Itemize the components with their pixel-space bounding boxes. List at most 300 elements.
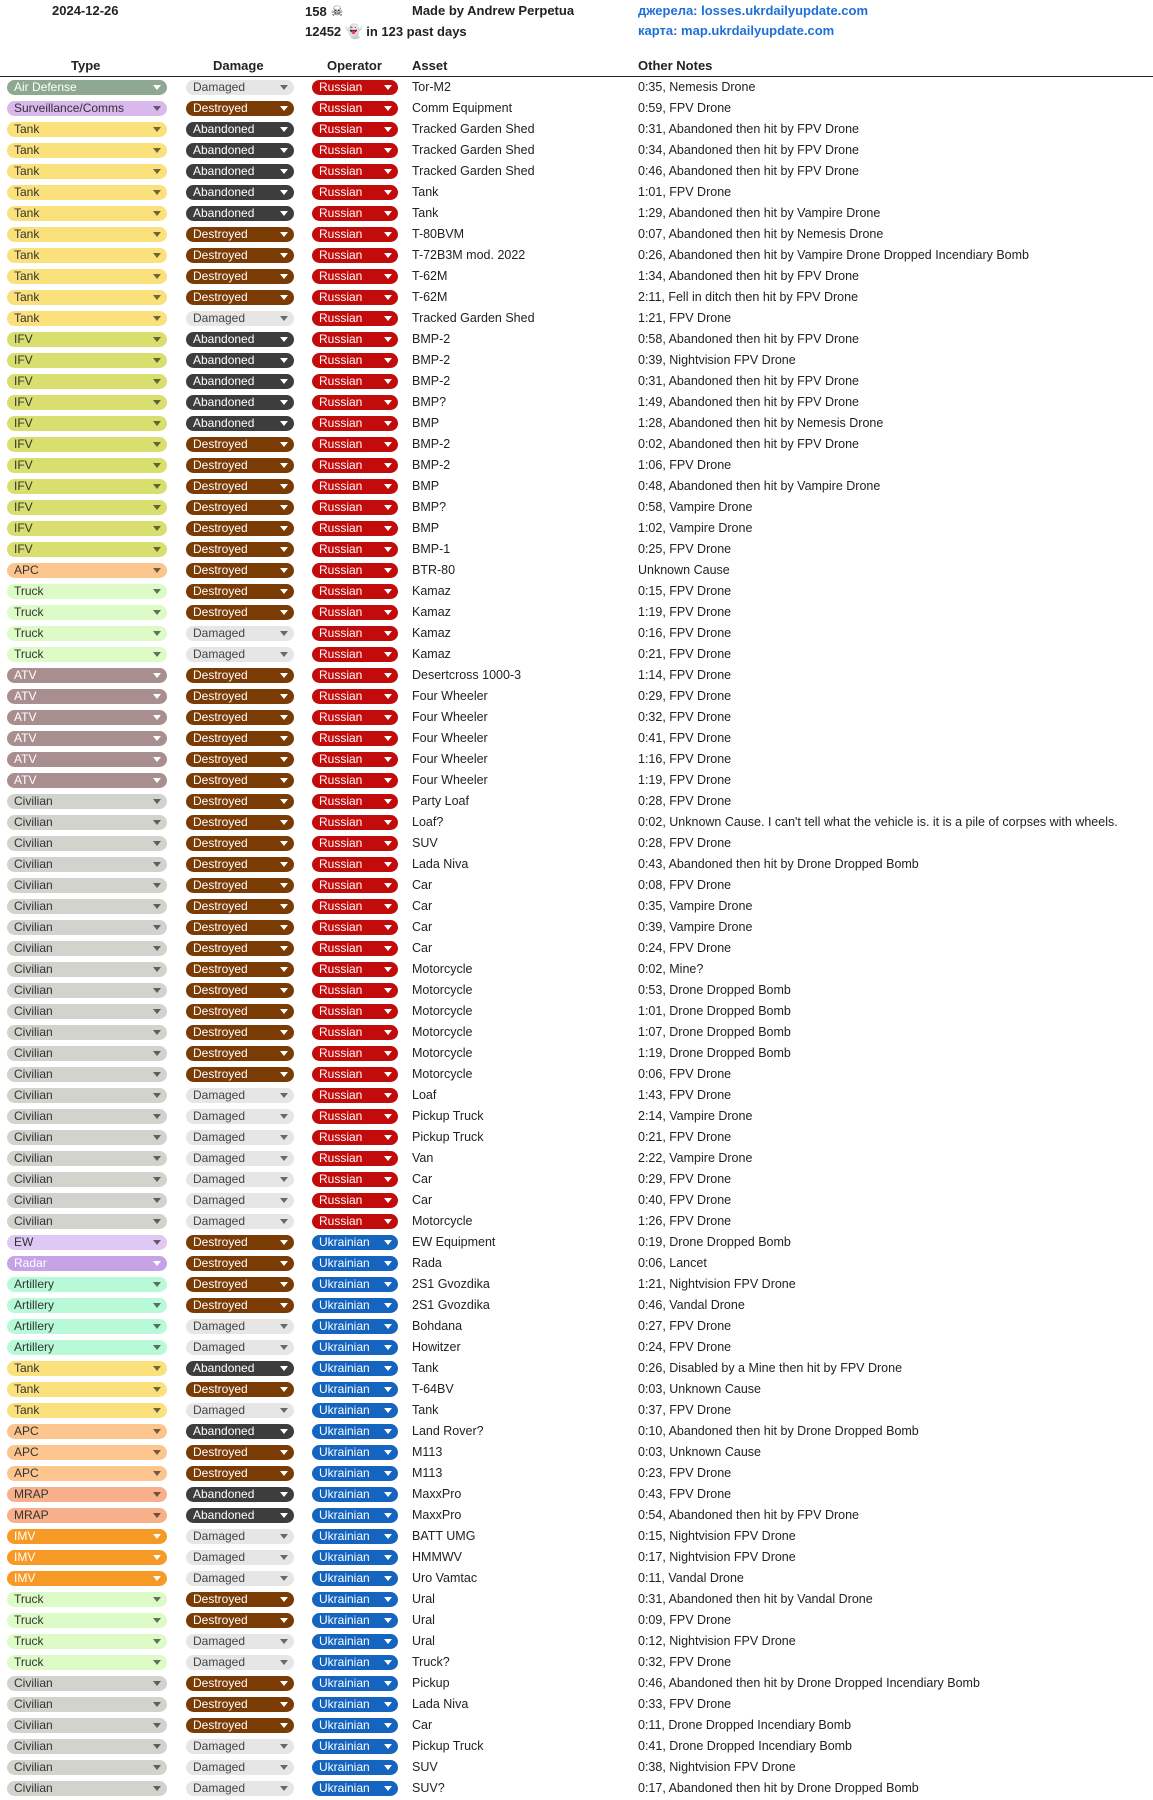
operator-select[interactable] <box>312 1445 398 1460</box>
dropdown-arrow-icon <box>384 526 392 531</box>
operator-select[interactable] <box>312 1529 398 1544</box>
type-select[interactable] <box>7 353 167 368</box>
damage-select-label: Destroyed <box>193 1466 248 1480</box>
damage-select[interactable] <box>186 1571 294 1586</box>
damage-select[interactable] <box>186 689 294 704</box>
damage-select[interactable] <box>186 1361 294 1376</box>
operator-select[interactable] <box>312 1235 398 1250</box>
type-select[interactable] <box>7 1319 167 1334</box>
type-select[interactable] <box>7 836 167 851</box>
type-select[interactable] <box>7 1025 167 1040</box>
operator-select[interactable] <box>312 920 398 935</box>
operator-select[interactable] <box>312 605 398 620</box>
damage-select[interactable] <box>186 1235 294 1250</box>
operator-select[interactable] <box>312 458 398 473</box>
operator-select[interactable] <box>312 1781 398 1796</box>
type-select[interactable] <box>7 1172 167 1187</box>
operator-select[interactable] <box>312 101 398 116</box>
type-select[interactable] <box>7 731 167 746</box>
damage-select[interactable] <box>186 269 294 284</box>
operator-select[interactable] <box>312 1109 398 1124</box>
operator-select[interactable] <box>312 878 398 893</box>
operator-select[interactable] <box>312 1046 398 1061</box>
type-select-label: Civilian <box>14 857 53 871</box>
notes-cell: 1:49, Abandoned then hit by FPV Drone <box>638 395 859 409</box>
operator-select[interactable] <box>312 248 398 263</box>
damage-select[interactable] <box>186 563 294 578</box>
dropdown-arrow-icon <box>153 1030 161 1035</box>
damage-select[interactable] <box>186 1634 294 1649</box>
type-select[interactable] <box>7 710 167 725</box>
type-select[interactable] <box>7 983 167 998</box>
operator-select[interactable] <box>312 899 398 914</box>
damage-select[interactable] <box>186 1214 294 1229</box>
type-select[interactable] <box>7 941 167 956</box>
operator-select[interactable] <box>312 836 398 851</box>
type-select[interactable] <box>7 1676 167 1691</box>
damage-select[interactable] <box>186 1088 294 1103</box>
table-row <box>0 392 1153 413</box>
damage-select[interactable] <box>186 899 294 914</box>
damage-select[interactable] <box>186 584 294 599</box>
damage-select[interactable] <box>186 248 294 263</box>
operator-select[interactable] <box>312 1151 398 1166</box>
damage-select[interactable] <box>186 647 294 662</box>
type-select[interactable] <box>7 1571 167 1586</box>
operator-select[interactable] <box>312 1487 398 1502</box>
operator-select[interactable] <box>312 395 398 410</box>
damage-select[interactable] <box>186 143 294 158</box>
damage-select[interactable] <box>186 1046 294 1061</box>
notes-cell: 0:11, Drone Dropped Incendiary Bomb <box>638 1718 852 1732</box>
operator-select[interactable] <box>312 647 398 662</box>
damage-select[interactable] <box>186 1403 294 1418</box>
damage-select[interactable] <box>186 227 294 242</box>
type-select[interactable] <box>7 437 167 452</box>
operator-select[interactable] <box>312 1319 398 1334</box>
operator-select[interactable] <box>312 1508 398 1523</box>
type-select[interactable] <box>7 1445 167 1460</box>
type-select[interactable] <box>7 1109 167 1124</box>
operator-select[interactable] <box>312 416 398 431</box>
operator-select[interactable] <box>312 290 398 305</box>
notes-cell: 0:28, FPV Drone <box>638 836 732 850</box>
type-select[interactable] <box>7 248 167 263</box>
operator-select[interactable] <box>312 1550 398 1565</box>
type-select[interactable] <box>7 1655 167 1670</box>
dropdown-arrow-icon <box>280 1009 288 1014</box>
type-select[interactable] <box>7 1613 167 1628</box>
damage-select[interactable] <box>186 1739 294 1754</box>
column-header-asset: Asset <box>412 58 448 73</box>
damage-select[interactable] <box>186 311 294 326</box>
type-select[interactable] <box>7 878 167 893</box>
damage-select[interactable] <box>186 668 294 683</box>
damage-select[interactable] <box>186 1760 294 1775</box>
operator-select[interactable] <box>312 1025 398 1040</box>
type-select[interactable] <box>7 584 167 599</box>
operator-select[interactable] <box>312 1340 398 1355</box>
operator-select[interactable] <box>312 122 398 137</box>
type-select[interactable] <box>7 1046 167 1061</box>
dropdown-arrow-icon <box>153 295 161 300</box>
operator-select[interactable] <box>312 563 398 578</box>
damage-select[interactable] <box>186 1172 294 1187</box>
type-select[interactable] <box>7 1739 167 1754</box>
type-select[interactable] <box>7 269 167 284</box>
recent-count <box>305 22 467 41</box>
operator-select[interactable] <box>312 143 398 158</box>
operator-select[interactable] <box>312 374 398 389</box>
type-select[interactable] <box>7 1235 167 1250</box>
damage-select-label: Destroyed <box>193 1445 248 1459</box>
damage-select[interactable] <box>186 1151 294 1166</box>
type-select[interactable] <box>7 1298 167 1313</box>
operator-select[interactable] <box>312 500 398 515</box>
operator-select[interactable] <box>312 542 398 557</box>
type-select[interactable] <box>7 1403 167 1418</box>
type-select[interactable] <box>7 1382 167 1397</box>
damage-select[interactable] <box>186 794 294 809</box>
operator-select[interactable] <box>312 731 398 746</box>
operator-select[interactable] <box>312 1676 398 1691</box>
type-select[interactable] <box>7 1214 167 1229</box>
damage-select[interactable] <box>186 1109 294 1124</box>
damage-select[interactable] <box>186 1130 294 1145</box>
damage-select[interactable] <box>186 1067 294 1082</box>
type-select[interactable] <box>7 899 167 914</box>
operator-select[interactable] <box>312 80 398 95</box>
damage-select[interactable] <box>186 605 294 620</box>
damage-select[interactable] <box>186 1613 294 1628</box>
operator-select-label: Ukrainian <box>319 1508 370 1522</box>
dropdown-arrow-icon <box>384 1786 392 1791</box>
type-select[interactable] <box>7 1361 167 1376</box>
dropdown-arrow-icon <box>153 904 161 909</box>
type-select[interactable] <box>7 668 167 683</box>
damage-select[interactable] <box>186 710 294 725</box>
dropdown-arrow-icon <box>153 1534 161 1539</box>
damage-select[interactable] <box>186 521 294 536</box>
type-select[interactable] <box>7 458 167 473</box>
dropdown-arrow-icon <box>153 1219 161 1224</box>
operator-select[interactable] <box>312 752 398 767</box>
operator-select[interactable] <box>312 1277 398 1292</box>
type-select[interactable] <box>7 1151 167 1166</box>
operator-select[interactable] <box>312 1172 398 1187</box>
type-select[interactable] <box>7 1781 167 1796</box>
operator-select[interactable] <box>312 353 398 368</box>
type-select[interactable] <box>7 647 167 662</box>
damage-select[interactable] <box>186 1718 294 1733</box>
operator-select[interactable] <box>312 1382 398 1397</box>
type-select[interactable] <box>7 563 167 578</box>
damage-select[interactable] <box>186 101 294 116</box>
operator-select[interactable] <box>312 1193 398 1208</box>
type-select[interactable] <box>7 962 167 977</box>
type-select[interactable] <box>7 1088 167 1103</box>
type-select[interactable] <box>7 773 167 788</box>
type-select[interactable] <box>7 1424 167 1439</box>
damage-select[interactable] <box>186 983 294 998</box>
damage-select[interactable] <box>186 1508 294 1523</box>
asset-cell: Car <box>412 878 433 892</box>
type-select[interactable] <box>7 143 167 158</box>
dropdown-arrow-icon <box>384 1534 392 1539</box>
asset-cell: EW Equipment <box>412 1235 496 1249</box>
table-row <box>0 875 1153 896</box>
damage-select[interactable] <box>186 1004 294 1019</box>
operator-select[interactable] <box>312 710 398 725</box>
table-row <box>0 1001 1153 1022</box>
operator-select[interactable] <box>312 1130 398 1145</box>
sources-link[interactable]: джерела: losses.ukrdailyupdate.com <box>638 3 869 18</box>
damage-select[interactable] <box>186 1445 294 1460</box>
operator-select[interactable] <box>312 773 398 788</box>
operator-select[interactable] <box>312 857 398 872</box>
type-select[interactable] <box>7 794 167 809</box>
damage-select[interactable] <box>186 500 294 515</box>
operator-select[interactable] <box>312 1298 398 1313</box>
damage-select[interactable] <box>186 815 294 830</box>
damage-select[interactable] <box>186 122 294 137</box>
type-select[interactable] <box>7 1529 167 1544</box>
operator-select[interactable] <box>312 1634 398 1649</box>
operator-select[interactable] <box>312 794 398 809</box>
damage-select[interactable] <box>186 206 294 221</box>
damage-select[interactable] <box>186 353 294 368</box>
damage-select[interactable] <box>186 458 294 473</box>
asset-cell: T-62M <box>412 290 448 304</box>
author-credit: Made by Andrew Perpetua <box>412 3 575 18</box>
operator-select[interactable] <box>312 1739 398 1754</box>
damage-select[interactable] <box>186 773 294 788</box>
type-select[interactable] <box>7 1466 167 1481</box>
type-select[interactable] <box>7 122 167 137</box>
dropdown-arrow-icon <box>384 1471 392 1476</box>
type-select[interactable] <box>7 752 167 767</box>
operator-select[interactable] <box>312 1361 398 1376</box>
operator-select[interactable] <box>312 962 398 977</box>
operator-select[interactable] <box>312 1592 398 1607</box>
notes-cell: 0:21, FPV Drone <box>638 1130 732 1144</box>
damage-select[interactable] <box>186 962 294 977</box>
table-row <box>0 1568 1153 1589</box>
operator-select[interactable] <box>312 437 398 452</box>
operator-select[interactable] <box>312 1004 398 1019</box>
type-select[interactable] <box>7 185 167 200</box>
table-row <box>0 329 1153 350</box>
operator-select[interactable] <box>312 332 398 347</box>
operator-select[interactable] <box>312 941 398 956</box>
damage-select[interactable] <box>186 731 294 746</box>
damage-select-label: Destroyed <box>193 752 248 766</box>
damage-select[interactable] <box>186 1340 294 1355</box>
damage-select[interactable] <box>186 1529 294 1544</box>
operator-select[interactable] <box>312 1214 398 1229</box>
damage-select[interactable] <box>186 290 294 305</box>
operator-select[interactable] <box>312 311 398 326</box>
operator-select[interactable] <box>312 1760 398 1775</box>
operator-select[interactable] <box>312 983 398 998</box>
type-select-label: IFV <box>14 374 33 388</box>
asset-cell: Kamaz <box>412 647 451 661</box>
damage-select[interactable] <box>186 1550 294 1565</box>
type-select[interactable] <box>7 101 167 116</box>
operator-select[interactable] <box>312 227 398 242</box>
damage-select[interactable] <box>186 1298 294 1313</box>
damage-select[interactable] <box>186 185 294 200</box>
dropdown-arrow-icon <box>384 1555 392 1560</box>
damage-select[interactable] <box>186 1424 294 1439</box>
type-select[interactable] <box>7 479 167 494</box>
table-row <box>0 434 1153 455</box>
type-select[interactable] <box>7 1277 167 1292</box>
type-select[interactable] <box>7 1592 167 1607</box>
type-select[interactable] <box>7 311 167 326</box>
damage-select[interactable] <box>186 479 294 494</box>
type-select[interactable] <box>7 1760 167 1775</box>
operator-select-label: Ukrainian <box>319 1361 370 1375</box>
damage-select[interactable] <box>186 416 294 431</box>
damage-select[interactable] <box>186 332 294 347</box>
type-select-label: Civilian <box>14 1151 53 1165</box>
operator-select[interactable] <box>312 1088 398 1103</box>
type-select[interactable] <box>7 605 167 620</box>
damage-select[interactable] <box>186 857 294 872</box>
type-select[interactable] <box>7 374 167 389</box>
type-select[interactable] <box>7 1130 167 1145</box>
asset-cell: Car <box>412 1718 433 1732</box>
type-select[interactable] <box>7 290 167 305</box>
column-header-operator: Operator <box>327 58 382 73</box>
operator-select[interactable] <box>312 269 398 284</box>
damage-select[interactable] <box>186 920 294 935</box>
damage-select[interactable] <box>186 1697 294 1712</box>
type-select[interactable] <box>7 1634 167 1649</box>
type-select[interactable] <box>7 395 167 410</box>
type-select[interactable] <box>7 206 167 221</box>
operator-select[interactable] <box>312 584 398 599</box>
type-select[interactable] <box>7 626 167 641</box>
damage-select[interactable] <box>186 1655 294 1670</box>
type-select[interactable] <box>7 80 167 95</box>
notes-cell: 1:19, FPV Drone <box>638 605 732 619</box>
operator-select[interactable] <box>312 479 398 494</box>
damage-select-label: Damaged <box>193 1634 246 1648</box>
type-select[interactable] <box>7 542 167 557</box>
operator-select[interactable] <box>312 1466 398 1481</box>
damage-select[interactable] <box>186 1466 294 1481</box>
damage-select[interactable] <box>186 752 294 767</box>
damage-select[interactable] <box>186 1256 294 1271</box>
damage-select[interactable] <box>186 626 294 641</box>
damage-select[interactable] <box>186 80 294 95</box>
damage-select[interactable] <box>186 941 294 956</box>
damage-select[interactable] <box>186 1277 294 1292</box>
type-select[interactable] <box>7 1697 167 1712</box>
operator-select[interactable] <box>312 1655 398 1670</box>
dropdown-arrow-icon <box>280 274 288 279</box>
operator-select[interactable] <box>312 1697 398 1712</box>
type-select[interactable] <box>7 1487 167 1502</box>
type-select[interactable] <box>7 500 167 515</box>
damage-select[interactable] <box>186 836 294 851</box>
operator-select[interactable] <box>312 815 398 830</box>
damage-select[interactable] <box>186 1319 294 1334</box>
type-select[interactable] <box>7 164 167 179</box>
type-select[interactable] <box>7 1508 167 1523</box>
type-select[interactable] <box>7 1256 167 1271</box>
operator-select[interactable] <box>312 1424 398 1439</box>
type-select[interactable] <box>7 1550 167 1565</box>
type-select[interactable] <box>7 689 167 704</box>
damage-select[interactable] <box>186 878 294 893</box>
operator-select[interactable] <box>312 689 398 704</box>
dropdown-arrow-icon <box>153 673 161 678</box>
damage-select[interactable] <box>186 1382 294 1397</box>
type-select[interactable] <box>7 416 167 431</box>
damage-select[interactable] <box>186 437 294 452</box>
type-select[interactable] <box>7 857 167 872</box>
damage-select[interactable] <box>186 164 294 179</box>
notes-cell: 0:35, Nemesis Drone <box>638 80 756 94</box>
type-select[interactable] <box>7 920 167 935</box>
operator-select[interactable] <box>312 164 398 179</box>
dropdown-arrow-icon <box>280 169 288 174</box>
map-link[interactable]: карта: map.ukrdailyupdate.com <box>638 23 835 38</box>
type-select[interactable] <box>7 1340 167 1355</box>
operator-select[interactable] <box>312 1613 398 1628</box>
damage-select[interactable] <box>186 1025 294 1040</box>
operator-select[interactable] <box>312 1067 398 1082</box>
operator-select[interactable] <box>312 1256 398 1271</box>
operator-select[interactable] <box>312 1403 398 1418</box>
operator-select[interactable] <box>312 521 398 536</box>
damage-select[interactable] <box>186 1676 294 1691</box>
damage-select[interactable] <box>186 1592 294 1607</box>
dropdown-arrow-icon <box>153 694 161 699</box>
notes-cell: 2:11, Fell in ditch then hit by FPV Drone <box>638 290 859 304</box>
type-select[interactable] <box>7 332 167 347</box>
operator-select[interactable] <box>312 626 398 641</box>
dropdown-arrow-icon <box>280 232 288 237</box>
damage-select-label: Destroyed <box>193 290 248 304</box>
damage-select[interactable] <box>186 1781 294 1796</box>
operator-select[interactable] <box>312 185 398 200</box>
type-select[interactable] <box>7 1193 167 1208</box>
asset-cell: Land Rover? <box>412 1424 484 1438</box>
operator-select[interactable] <box>312 1718 398 1733</box>
operator-select[interactable] <box>312 668 398 683</box>
damage-select[interactable] <box>186 374 294 389</box>
type-select[interactable] <box>7 1718 167 1733</box>
damage-select[interactable] <box>186 395 294 410</box>
damage-select-label: Damaged <box>193 1403 246 1417</box>
table-row <box>0 854 1153 875</box>
type-select[interactable] <box>7 227 167 242</box>
damage-select[interactable] <box>186 1487 294 1502</box>
damage-select[interactable] <box>186 542 294 557</box>
type-select[interactable] <box>7 1004 167 1019</box>
operator-select[interactable] <box>312 206 398 221</box>
operator-select[interactable] <box>312 1571 398 1586</box>
type-select[interactable] <box>7 1067 167 1082</box>
type-select[interactable] <box>7 815 167 830</box>
type-select[interactable] <box>7 521 167 536</box>
notes-cell: 0:59, FPV Drone <box>638 101 732 115</box>
damage-select[interactable] <box>186 1193 294 1208</box>
